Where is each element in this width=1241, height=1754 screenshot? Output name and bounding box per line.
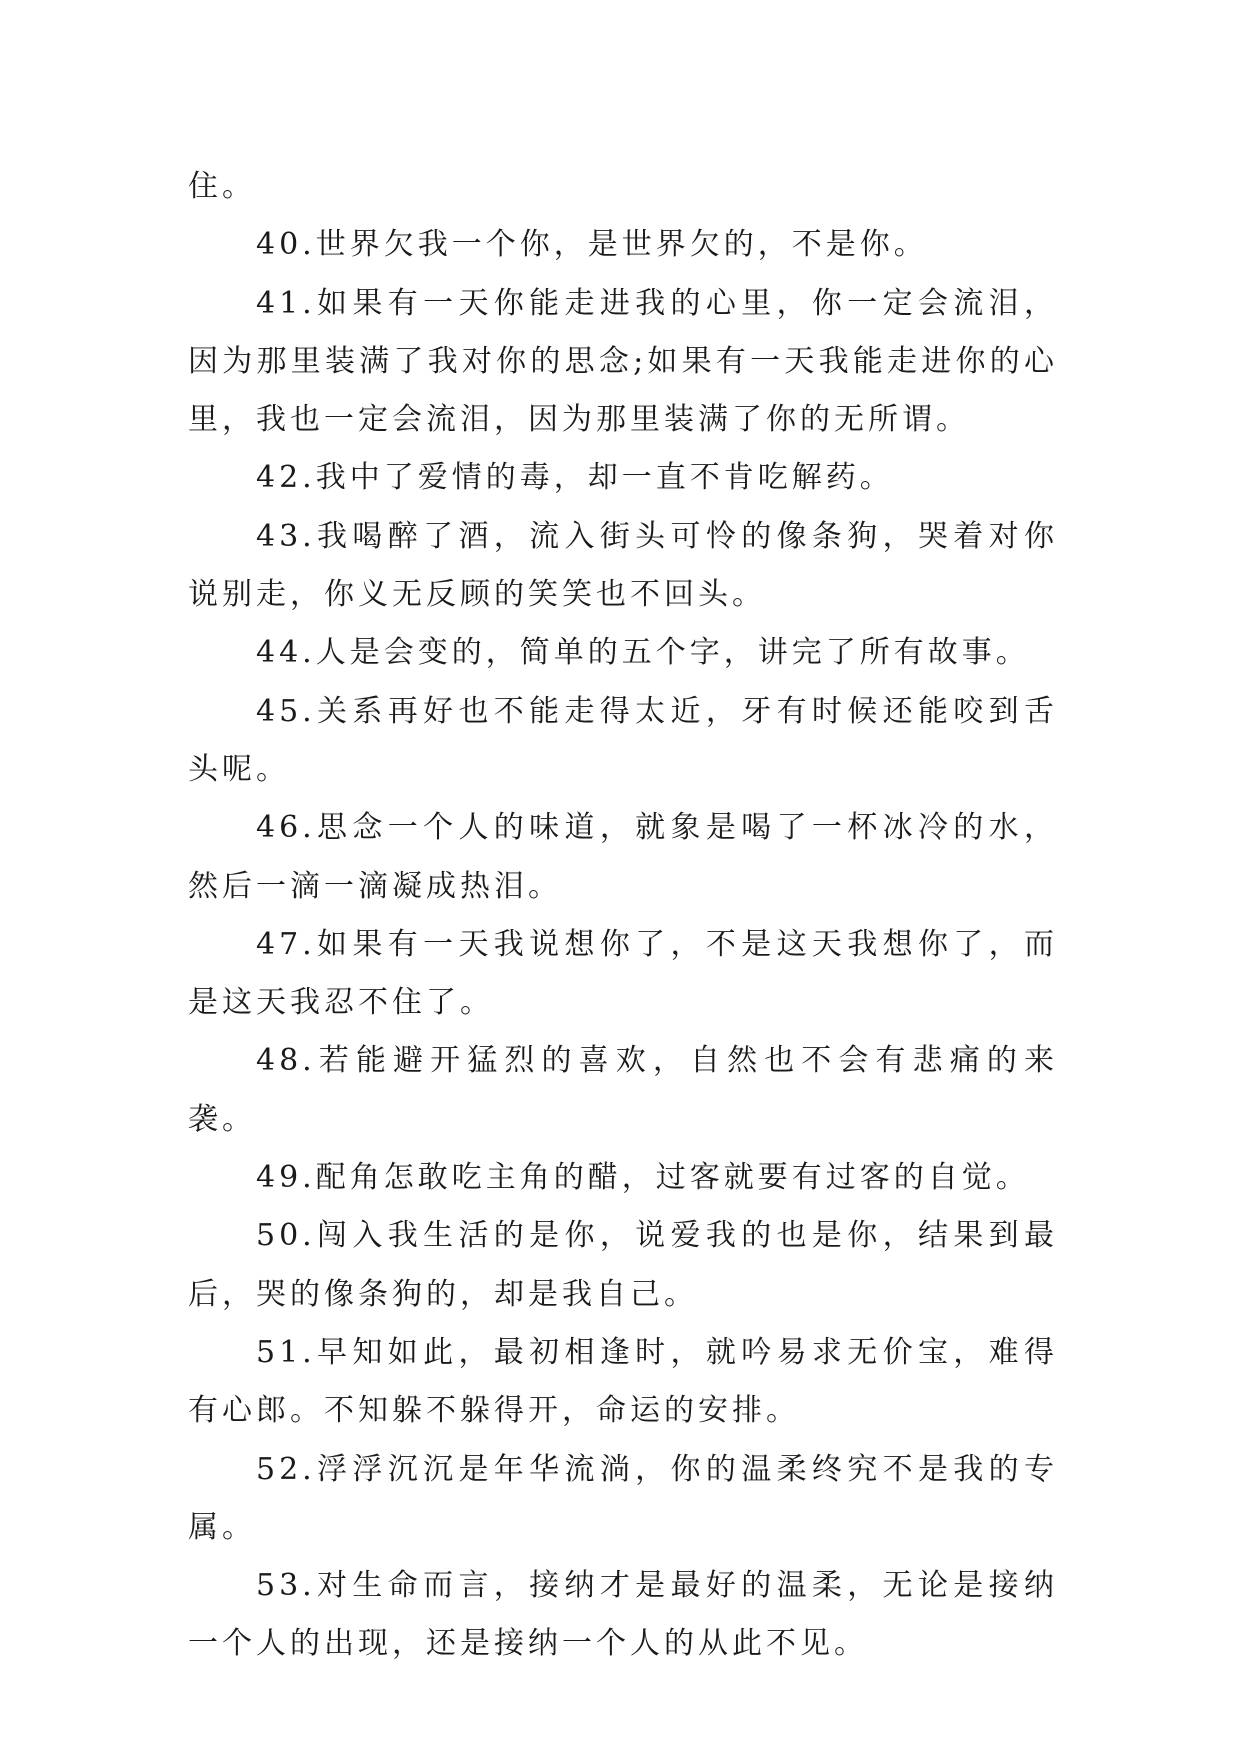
paragraph: 50.闯入我生活的是你，说爱我的也是你，结果到最后，哭的像条狗的，却是我自己。 [188,1218,1058,1312]
paragraph: 43.我喝醉了酒，流入街头可怜的像条狗，哭着对你说别走，你义无反顾的笑笑也不回头。 [188,518,1058,613]
paragraph: 46.思念一个人的味道，就象是喝了一杯冰冷的水，然后一滴一滴凝成热泪。 [188,810,1058,904]
paragraph: 49.配角怎敢吃主角的醋，过客就要有过客的自觉。 [256,1160,1030,1196]
paragraph: 41.如果有一天你能走进我的心里，你一定会流泪，因为那里装满了我对你的思念;如果有一天我能走进你的心里，我也一定会流泪，因为那里装满了你的无所谓。 [188,285,1058,438]
paragraph: 住。 [188,169,256,204]
paragraph: 52.浮浮沉沉是年华流淌，你的温柔终究不是我的专属。 [188,1451,1058,1545]
paragraph: 53.对生命而言，接纳才是最好的温柔，无论是接纳一个人的出现，还是接纳一个人的从此不见。 [188,1568,1058,1662]
paragraph: 47.如果有一天我说想你了，不是这天我想你了，而是这天我忍不住了。 [188,926,1058,1021]
paragraph: 48.若能避开猛烈的喜欢，自然也不会有悲痛的来袭。 [188,1043,1058,1137]
paragraph: 45.关系再好也不能走得太近，牙有时候还能咬到舌头呢。 [188,693,1058,787]
paragraph: 51.早知如此，最初相逢时，就吟易求无价宝，难得有心郎。不知躲不躲得开，命运的安排。 [188,1334,1058,1429]
paragraph: 42.我中了爱情的毒，却一直不肯吃解药。 [256,460,894,496]
document-body [188,158,1058,1674]
paragraph: 40.世界欠我一个你，是世界欠的，不是你。 [256,227,928,263]
paragraph: 44.人是会变的，简单的五个字，讲完了所有故事。 [256,635,1030,671]
